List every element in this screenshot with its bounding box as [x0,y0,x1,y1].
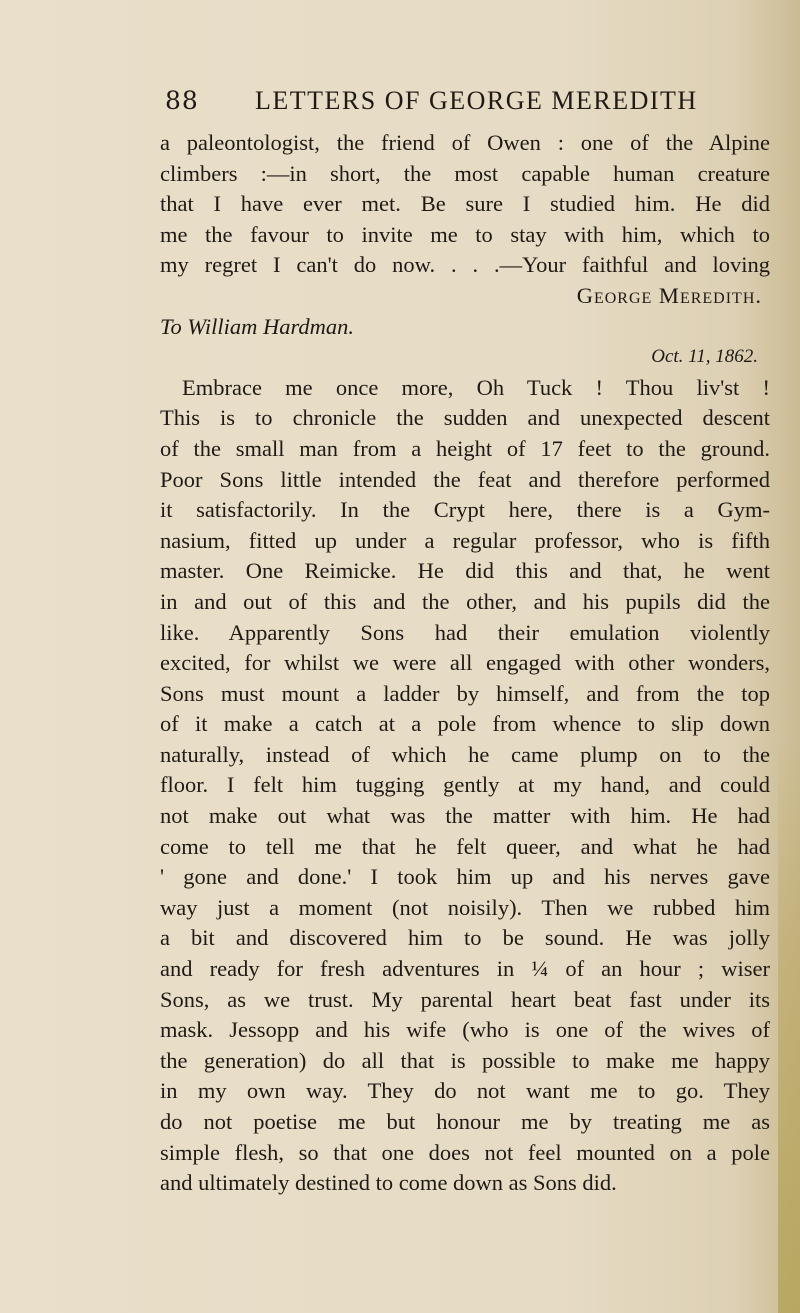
text-line: simple flesh, so that one does not feel mounted on a pole [160,1139,770,1165]
text-line: Poor Sons little intended the feat and therefore performed [160,466,770,492]
text-line: in my own way. They do not want me to go. They [160,1078,770,1104]
text-line: naturally, instead of which he came plump on to the [160,741,770,767]
page-number: 88 [165,86,199,115]
text-line: it satisfactorily. In the Crypt here, there is a Gym- [160,497,770,523]
text-line: and ready for fresh adventures in ¼ of an hour ; wiser [160,956,770,982]
text-line: This is to chronicle the sudden and unexpected descent [160,405,770,431]
running-title: LETTERS OF GEORGE MEREDITH [255,86,698,115]
text-line: that I have ever met. Be sure I studied him. He did [160,191,770,217]
text-line: in and out of this and the other, and his pupils did the [160,588,770,614]
addressee: To William Hardman. [160,313,354,339]
body-text [160,128,770,1199]
text-line: mask. Jessopp and his wife (who is one of the wives of [160,1017,770,1043]
text-line: do not poetise me but honour me by treating me as [160,1109,770,1134]
text-line: Sons must mount a ladder by himself, and from the top [160,680,770,706]
signature: George Meredith. [576,282,762,308]
text-line: nasium, fitted up under a regular professor, who is fifth [160,527,770,553]
text-line: not make out what was the matter with him. He had [160,803,770,829]
text-line: excited, for whilst we were all engaged with other wonders, [160,650,770,676]
text-line: Embrace me once more, Oh Tuck ! Thou liv'st ! [182,374,770,400]
text-line: of the small man from a height of 17 feet to the ground. [160,435,770,461]
text-line: a paleontologist, the friend of Owen : one of the Alpine [160,130,770,155]
text-line: and ultimately destined to come down as Sons did. [160,1170,617,1196]
running-head [0,86,800,122]
text-line: Sons, as we trust. My parental heart beat fast under its [160,986,770,1012]
text-line: climbers :—in short, the most capable human creature [160,160,770,186]
text-line: me the favour to invite me to stay with him, which to [160,221,770,247]
text-line: come to tell me that he felt queer, and what he had [160,833,770,859]
text-line: floor. I felt him tugging gently at my hand, and could [160,772,770,798]
text-line: my regret I can't do now. . . .—Your faithful and loving [160,252,770,278]
text-line: master. One Reimicke. He did this and that, he went [160,558,770,584]
text-line: way just a moment (not noisily). Then we rubbed him [160,894,770,920]
text-line: ' gone and done.' I took him up and his nerves gave [160,864,770,890]
letter-date: Oct. 11, 1862. [651,346,758,368]
text-line: a bit and discovered him to be sound. He was jolly [160,925,770,951]
text-line: of it make a catch at a pole from whence to slip down [160,711,770,737]
text-line: the generation) do all that is possible to make me happy [160,1047,770,1073]
text-line: like. Apparently Sons had their emulation violently [160,619,770,645]
page-edge-stain [778,740,800,1313]
